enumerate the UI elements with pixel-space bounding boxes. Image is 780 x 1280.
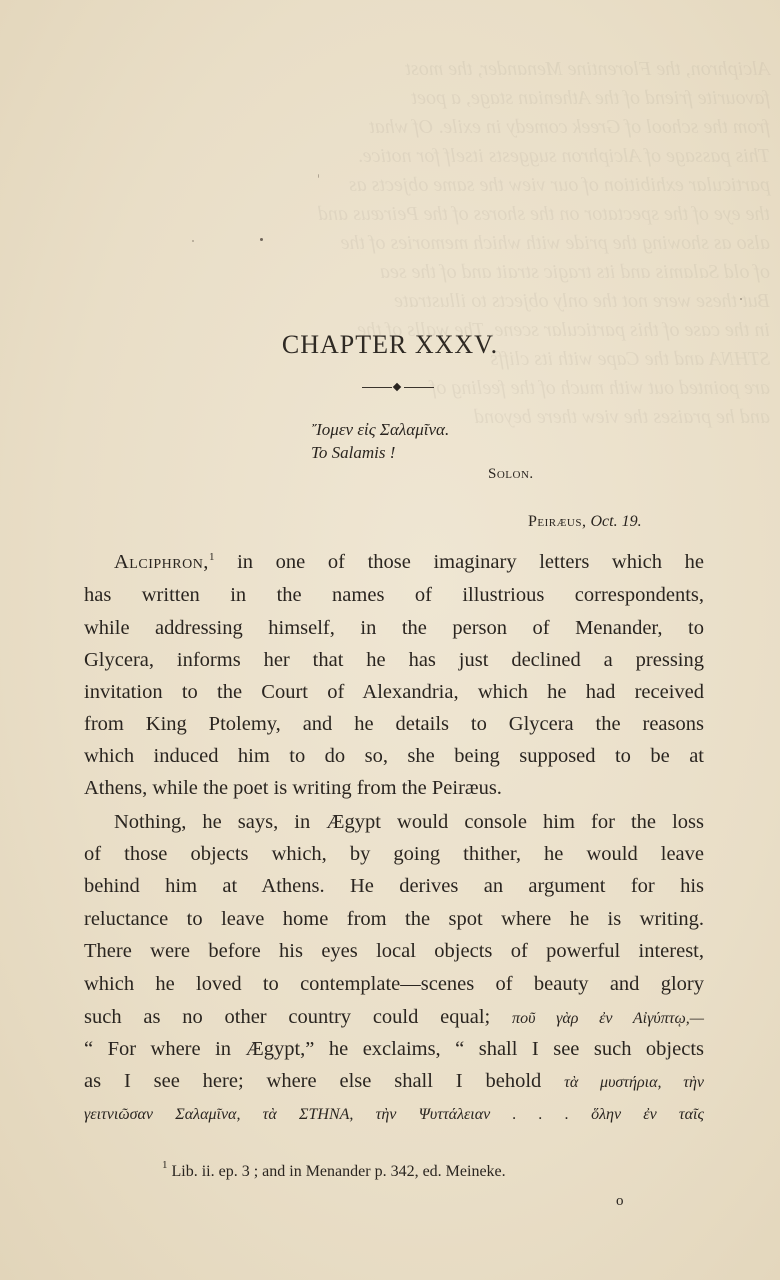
paper-speck — [318, 174, 319, 178]
dateline — [528, 513, 642, 531]
line-text: which induced him to do so, she being supposed to be at — [84, 745, 704, 767]
line-text: such as no other country could equal; — [84, 1006, 491, 1028]
epigraph-english: To Salamis ! — [311, 443, 396, 462]
footnote-ref: 1 — [208, 551, 215, 563]
body-line — [84, 1097, 704, 1129]
greek-text: ποῦ γὰρ ἐν Αἰγύπτῳ,— — [512, 1010, 705, 1027]
line-text: as I see here; where else shall I behold — [84, 1070, 542, 1092]
line-text: in one of those imaginary letters which he — [214, 551, 704, 573]
line-text: behind him at Athens. He derives an argument for his — [84, 875, 704, 897]
body-line — [114, 546, 704, 578]
body-line — [84, 935, 704, 967]
line-text: which he loved to contemplate—scenes of beauty and glory — [84, 973, 704, 995]
line-text: Nothing, he says, in Ægypt would console him for the loss — [114, 811, 704, 833]
body-line — [84, 612, 704, 644]
body-line — [84, 676, 704, 708]
footnote — [162, 1159, 506, 1181]
body-line — [84, 644, 704, 676]
body-line — [84, 579, 704, 611]
body-line — [84, 870, 704, 902]
line-text: Alciphron, — [114, 551, 209, 573]
dateline-place: Peiræus, — [528, 513, 587, 530]
line-text: reluctance to leave home from the spot where he is writing. — [84, 908, 704, 930]
line-text: “ For where in Ægypt,” he exclaims, “ shall I see such objects — [84, 1038, 704, 1060]
line-text: Athens, while the poet is writing from the Peiræus. — [84, 777, 502, 799]
epigraph-greek: Ἴομεν εἰς Σαλαμῖνα. — [312, 420, 450, 439]
line-text: has written in the names of illustrious correspondents, — [84, 584, 704, 606]
footnote-text: Lib. ii. ep. 3 ; and in Menander p. 342, ed. Meineke. — [171, 1163, 506, 1180]
show-through-text: Alciphron, the Florentine Menander, the most favourite friend of the Athenian stage, a poet from the school of Greek comedy in exile. Of what This passage of Alciphron suggests itself for notice. particular exhibition of our view the same objects as the eye of the spectator on the shores of the Peiræus and also as showing the pride with which memories of the of old Salamis and its tragic strait and of the sea But these were not the only objects to illustrate in the case of this particular scene. The walls of the STHNA and the Cape with its cliffs are pointed out with much of the feeling of and he praises the view there beyond — [318, 58, 770, 428]
body-line — [84, 1001, 704, 1033]
body-line — [84, 708, 704, 740]
chapter-title: CHAPTER XXXV. — [281, 330, 499, 359]
body-line — [84, 903, 704, 935]
epigraph-attribution: Solon. — [488, 466, 534, 482]
line-text: of those objects which, by going thither, he would leave — [84, 843, 704, 865]
body-line — [84, 772, 704, 804]
ornament-rule — [404, 387, 434, 388]
body-line — [84, 1065, 704, 1097]
line-text: while addressing himself, in the person of Menander, to — [84, 617, 704, 639]
body-line — [114, 806, 704, 838]
body-line — [84, 968, 704, 1000]
paper-speck — [192, 240, 194, 242]
ornament-rule — [362, 387, 392, 388]
paper-speck — [260, 238, 263, 241]
line-text: invitation to the Court of Alexandria, which he had received — [84, 681, 704, 703]
body-line — [84, 1033, 704, 1065]
ornament-divider — [362, 381, 434, 395]
line-text: There were before his eyes local objects of powerful interest, — [84, 940, 704, 962]
body-line — [84, 740, 704, 772]
signature-mark: o — [616, 1193, 624, 1209]
line-text: from King Ptolemy, and he details to Glycera the reasons — [84, 713, 704, 735]
dateline-date: Oct. 19. — [590, 513, 642, 530]
body-line — [84, 838, 704, 870]
line-text: Glycera, informs her that he has just declined a pressing — [84, 649, 704, 671]
greek-text: γειτνιῶσαν Σαλαμῖνα, τὰ ΣΤΗΝΑ, τὴν Ψυττάλειαν . . . ὅλην ἐν ταῖς — [84, 1106, 704, 1123]
greek-text: τὰ μυστήρια, τὴν — [564, 1074, 705, 1091]
ornament-diamond — [393, 383, 401, 391]
paper-speck — [740, 298, 742, 300]
footnote-mark: 1 — [162, 1159, 168, 1171]
